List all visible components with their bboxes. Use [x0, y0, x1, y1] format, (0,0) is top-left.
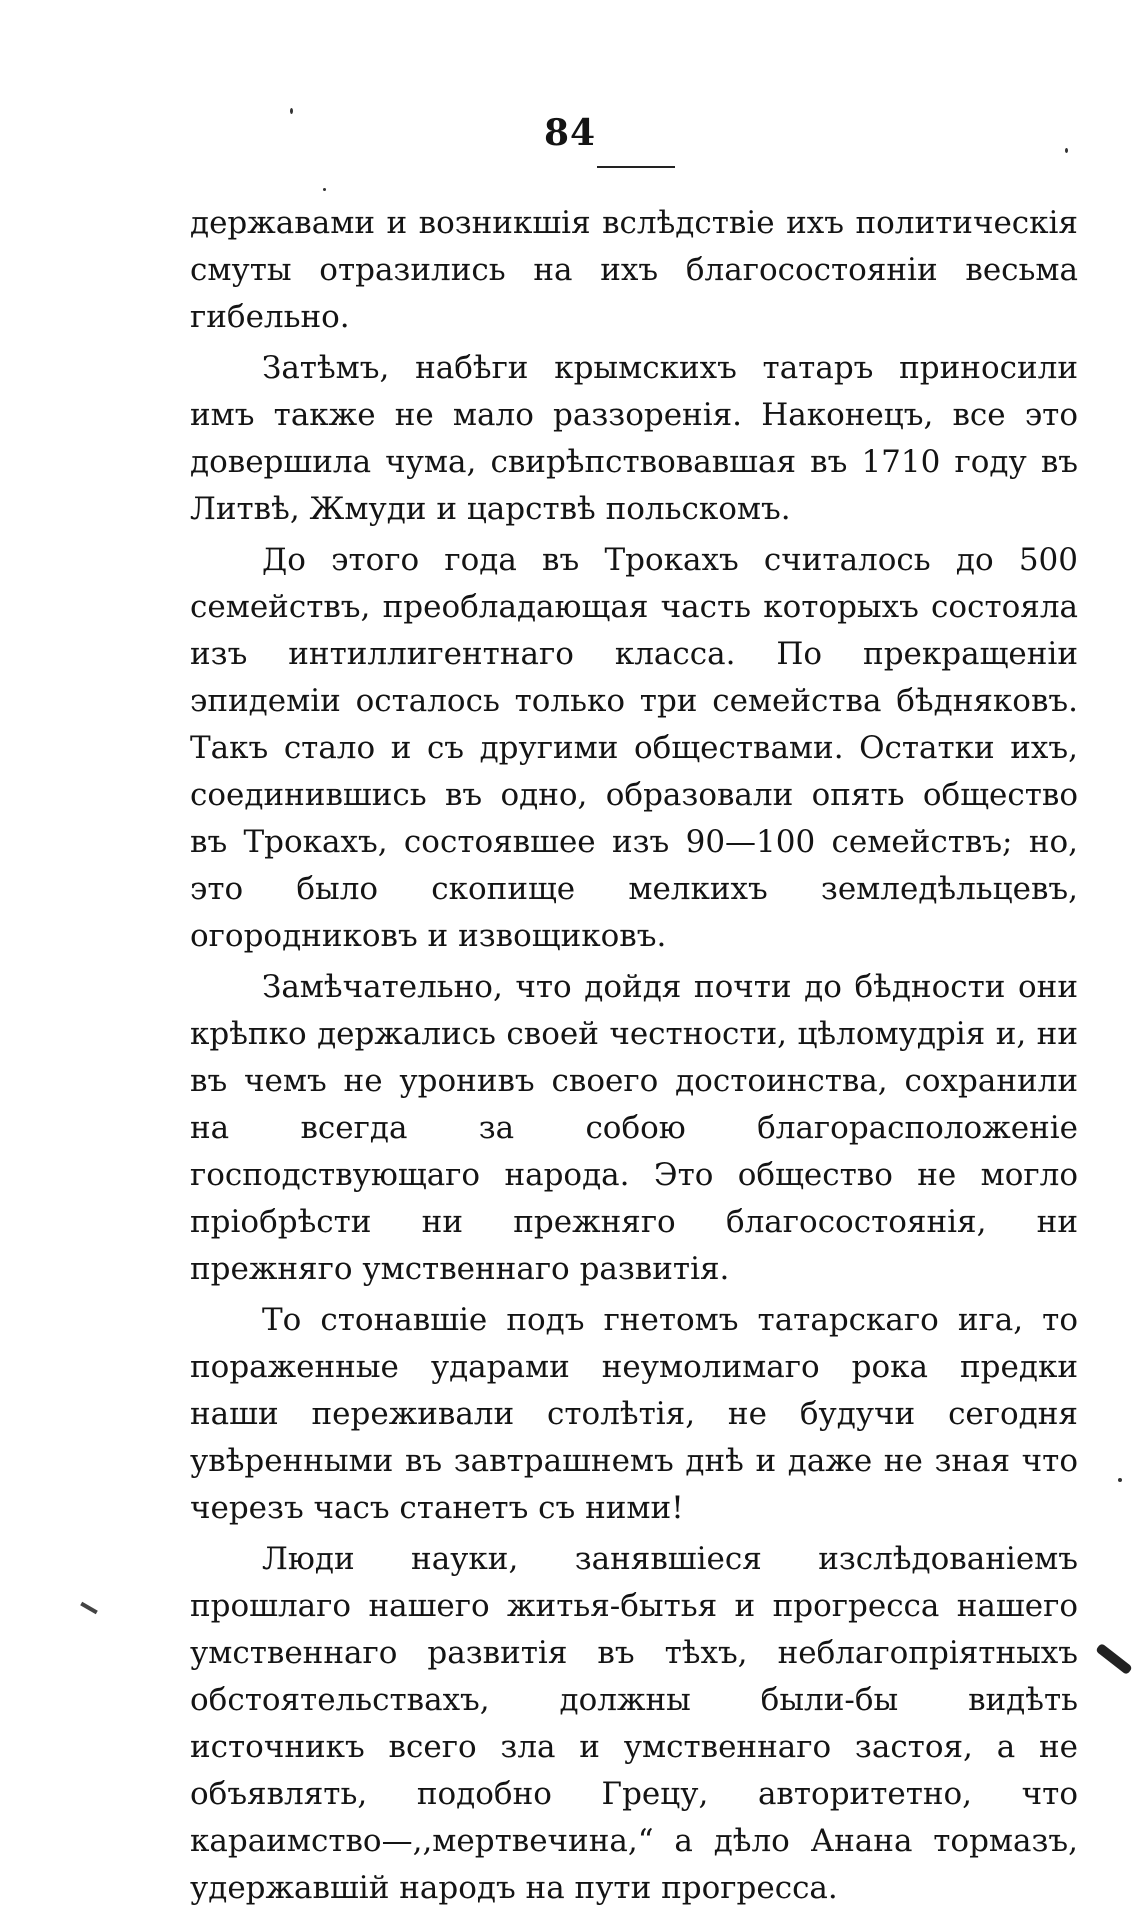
scan-speck — [290, 108, 293, 114]
paragraph-1: державами и возникшія вслѣдствіе ихъ политическія смуты отразились на ихъ благосостояніи весьма гибельно. — [190, 205, 1078, 335]
scan-speck — [1065, 148, 1068, 153]
scan-mark-left — [80, 1602, 98, 1614]
paragraph-5: То стонавшіе подъ гнетомъ татарскаго ига, то пораженные ударами неумолимаго рока предки наши переживали столѣтія, не будучи сегодня увѣренными въ завтрашнемъ днѣ и даже не зная что черезъ часъ станетъ съ ними! — [190, 1302, 1078, 1526]
scan-mark-corner — [1095, 1643, 1133, 1676]
paragraph-6: Люди науки, занявшіеся изслѣдованіемъ прошлаго нашего житья-бытья и прогресса нашего умственнаго развитія въ тѣхъ, неблагопріятныхъ обстоятельствахъ, должны были-бы видѣть источникъ всего зла и умственнаго застоя, а не объявлять, подобно Грецу, авторитетно, что караимство—,,мертвечина,“ а дѣло Анана тормазъ, удержавшій народъ на пути прогресса. — [190, 1541, 1078, 1906]
page-number: 84 — [543, 112, 597, 154]
paragraph-4: Замѣчательно, что дойдя почти до бѣдности они крѣпко держались своей честности, цѣломудрія и, ни въ чемъ не уронивъ своего достоинства, сохранили на всегда за собою благорасположеніе господствующаго народа. Это общество не могло пріобрѣсти ни прежняго благосостоянія, ни прежняго умственнаго развитія. — [190, 969, 1078, 1287]
paragraph-3: До этого года въ Трокахъ считалось до 500 семействъ, преобладающая часть которыхъ состояла изъ интиллигентнаго класса. По прекращеніи эпидеміи осталось только три семейства бѣдняковъ. Такъ стало и съ другими обществами. Остатки ихъ, соединившись въ одно, образовали опять общество въ Трокахъ, состоявшее изъ 90—100 семействъ; но, это было скопище мелкихъ земледѣльцевъ, огородниковъ и извощиковъ. — [190, 542, 1078, 954]
page-number-underline — [597, 166, 675, 168]
paragraph-2: Затѣмъ, набѣги крымскихъ татаръ приносили имъ также не мало раззоренія. Наконецъ, все это довершила чума, свирѣпствовавшая въ 1710 году въ Литвѣ, Жмуди и царствѣ польскомъ. — [190, 350, 1078, 527]
scan-speck — [323, 188, 326, 191]
scan-speck — [1118, 1478, 1122, 1482]
body-text — [190, 200, 1078, 1912]
